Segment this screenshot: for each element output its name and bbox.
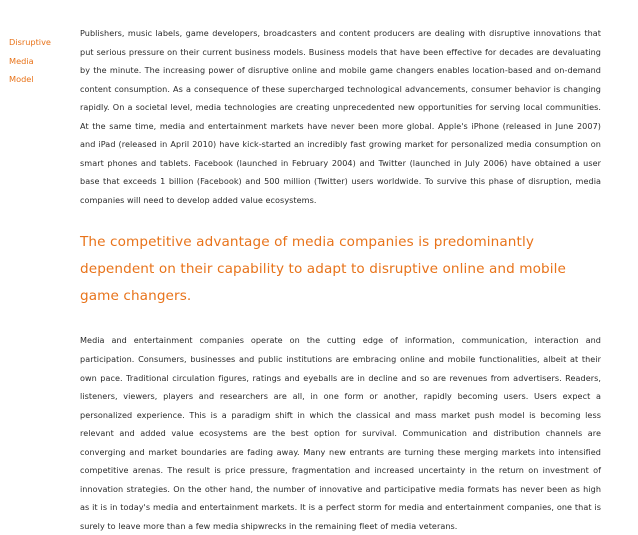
section-label-line-1: Disruptive bbox=[9, 37, 51, 47]
section-label-line-2: Media bbox=[9, 55, 34, 66]
article-body bbox=[80, 24, 601, 535]
intro-paragraph: Publishers, music labels, game developers, broadcasters and content producers are dealing with disruptive innovations that put serious pressure on their current business models. Business models that have been effective for decades are devaluating by the minute. The increasing power of disruptive online and mobile game changers enables location-based and on-demand content consumption. As a consequence of these supercharged technological advancements, consumer behavior is changing rapidly. On a societal level, media technologies are creating unprecedented new opportunities for serving local communities. At the same time, media and entertainment markets have never been more global. Apple's iPhone (released in June 2007) and iPad (released in April 2010) have kick-started an incredibly fast growing market for personalized media consumption on smart phones and tablets. Facebook (launched in February 2004) and Twitter (launched in July 2006) have obtained a user base that exceeds 1 billion (Facebook) and 500 million (Twitter) users worldwide. To survive this phase of disruption, media companies will need to develop added value ecosystems. bbox=[80, 28, 601, 205]
body-paragraph: Media and entertainment companies operate on the cutting edge of information, communication, interaction and participation. Consumers, businesses and public institutions are embracing online and mobile functionalities, albeit at their own pace. Traditional circulation figures, ratings and eyeballs are in decline and so are revenues from advertisers. Readers, listeners, viewers, players and researchers are all, in one form or another, rapidly becoming users. Users expect a personalized experience. This is a paradigm shift in which the classical and mass market push model is becoming less relevant and added value ecosystems are the best option for survival. Communication and distribution channels are converging and market boundaries are fading away. Many new entrants are turning these merging markets into intensified competitive arenas. The result is price pressure, fragmentation and increased uncertainty in the return on investment of innovation strategies. On the other hand, the number of innovative and participative media formats has never been as high as it is in today's media and entertainment markets. It is a perfect storm for media and entertainment companies, one that is surely to leave more than a few media shipwrecks in the remaining fleet of media veterans. bbox=[80, 335, 601, 531]
lead-statement: The competitive advantage of media companies is predominantly dependent on their capability to adapt to disruptive online and mobile game changers. bbox=[80, 234, 566, 305]
section-label-line-3: Model bbox=[9, 74, 34, 84]
section-label bbox=[9, 33, 73, 89]
